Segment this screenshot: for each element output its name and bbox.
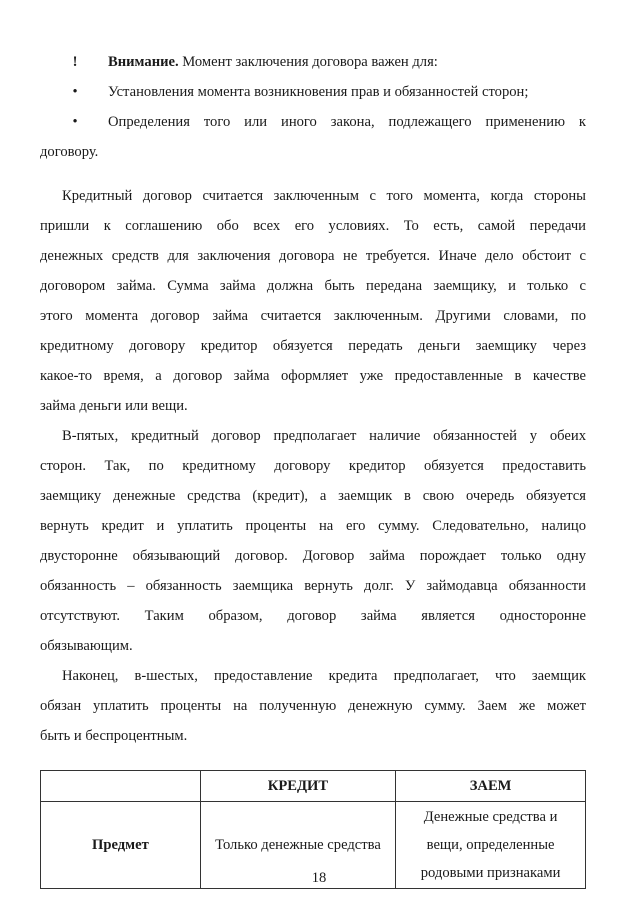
- table-header-cell: [41, 771, 201, 802]
- page-number: 18: [311, 870, 327, 886]
- text-line: вернуть кредит и уплатить проценты на его сумму. Следовательно, налицо: [40, 518, 586, 534]
- bullet-dot-icon: •: [72, 114, 78, 130]
- text-line: займа деньги или вещи.: [40, 398, 188, 414]
- text-line: этого момента договор займа считается заключенным. Другими словами, по: [40, 308, 586, 324]
- table-header-cell: ЗАЕМ: [396, 771, 586, 802]
- table-header-row: [41, 771, 586, 802]
- text-line: В-пятых, кредитный договор предполагает наличие обязанностей у обеих: [62, 428, 586, 444]
- text-line: быть и беспроцентным.: [40, 728, 188, 744]
- text-line: обязан уплатить проценты на полученную денежную сумму. Заем же может: [40, 698, 586, 714]
- bullet-item: Определения того или иного закона, подлежащего применению к: [108, 114, 586, 130]
- text-line: договором займа. Сумма займа должна быть передана заемщику, и только с: [40, 278, 586, 294]
- text-line: сторон. Так, по кредитному договору кредитор обязуется предоставить: [40, 458, 586, 474]
- text-line: Кредитный договор считается заключенным с того момента, когда стороны: [62, 188, 586, 204]
- bullet-dot-icon: •: [72, 84, 78, 100]
- table-cell-loan-line: родовыми признаками: [420, 865, 561, 881]
- table-cell-credit: Только денежные средства: [200, 802, 395, 889]
- notice-label: Внимание.: [108, 54, 179, 70]
- table-row-label: Предмет: [41, 802, 201, 889]
- text-line: заемщику денежные средства (кредит), а заемщик в свою очередь обязуется: [40, 488, 586, 504]
- text-line: какое-то время, а договор займа оформляет уже предоставленные в качестве: [40, 368, 586, 384]
- notice-line: [108, 52, 438, 72]
- text-line: договору.: [40, 144, 99, 160]
- text-line: обязывающим.: [40, 638, 133, 654]
- table-cell-loan-line: вещи, определенные: [426, 837, 555, 853]
- text-line: пришли к соглашению обо всех его условиях. То есть, самой передачи: [40, 218, 586, 234]
- notice-text: Момент заключения договора важен для:: [178, 54, 438, 70]
- notice-mark: !: [72, 54, 78, 70]
- table-cell-loan-line: Денежные средства и: [423, 809, 558, 825]
- text-line: Наконец, в-шестых, предоставление кредита предполагает, что заемщик: [62, 668, 586, 684]
- text-line: отсутствуют. Таким образом, договор займа является односторонне: [40, 608, 586, 624]
- text-line: денежных средств для заключения договора не требуется. Иначе дело обстоит с: [40, 248, 586, 264]
- table-header-cell: КРЕДИТ: [200, 771, 395, 802]
- text-line: двусторонне обязывающий договор. Договор займа порождает только одну: [40, 548, 586, 564]
- text-line: обязанность – обязанность заемщика вернуть долг. У займодавца обязанности: [40, 578, 586, 594]
- text-line: кредитному договору кредитор обязуется передать деньги заемщику через: [40, 338, 586, 354]
- bullet-item: Установления момента возникновения прав и обязанностей сторон;: [108, 84, 529, 100]
